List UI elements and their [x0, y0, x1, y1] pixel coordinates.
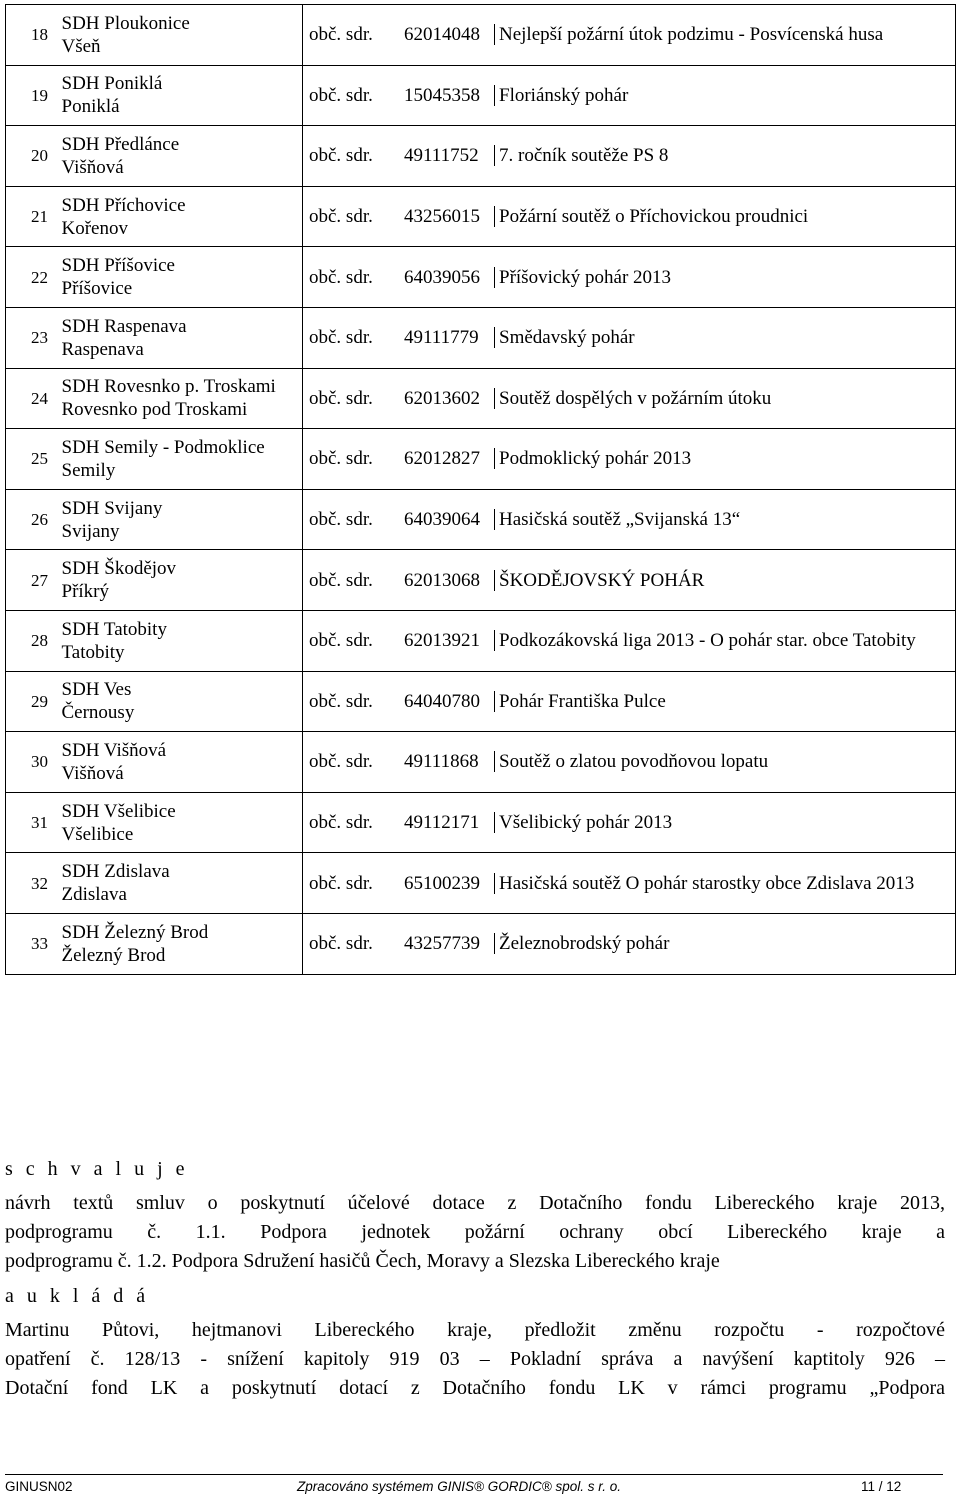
- row-details: [303, 853, 956, 914]
- orders-line-2: opatření č. 128/13 - snížení kapitoly 919 03 – Pokladní správa a navýšení kaptitoly 926 –: [5, 1348, 945, 1370]
- organization-name: SDH Příchovice: [61, 194, 186, 216]
- legal-form: obč. sdr.: [309, 690, 373, 712]
- organization-name: SDH Všelibice: [61, 800, 176, 822]
- event-name: Příšovický pohár 2013: [494, 267, 671, 288]
- company-id: 62013921: [404, 630, 480, 652]
- event-name: Smědavský pohár: [494, 327, 635, 348]
- organization-name: SDH Rovesnko p. Troskami: [61, 376, 276, 398]
- row-organization: [58, 853, 303, 914]
- company-id: 64040780: [404, 690, 480, 712]
- row-details: [303, 307, 956, 368]
- row-number: 29: [6, 671, 58, 732]
- event-name: Všelibický pohár 2013: [494, 812, 672, 833]
- event-name: Pohár Františka Pulce: [494, 691, 666, 712]
- table-row: [6, 671, 956, 732]
- row-number: 23: [6, 307, 58, 368]
- row-organization: [58, 126, 303, 187]
- organization-place: Železný Brod: [61, 944, 166, 966]
- legal-form: obč. sdr.: [309, 812, 373, 834]
- company-id: 62014048: [404, 24, 480, 46]
- row-details: [303, 792, 956, 853]
- legal-form: obč. sdr.: [309, 84, 373, 106]
- company-id: 43257739: [404, 933, 480, 955]
- legal-form: obč. sdr.: [309, 569, 373, 591]
- table-row: [6, 65, 956, 126]
- footer-rule: [5, 1474, 943, 1475]
- organization-place: Černousy: [61, 702, 135, 724]
- organization-place: Všeň: [61, 35, 101, 57]
- legal-form: obč. sdr.: [309, 206, 373, 228]
- legal-form: obč. sdr.: [309, 145, 373, 167]
- legal-form: obč. sdr.: [309, 509, 373, 531]
- organization-name: SDH Železný Brod: [61, 921, 209, 943]
- legal-form: obč. sdr.: [309, 630, 373, 652]
- row-number: 28: [6, 610, 58, 671]
- footer-code: GINUSN02: [5, 1479, 73, 1494]
- table-row: [6, 792, 956, 853]
- organization-name: SDH Ves: [61, 679, 132, 701]
- company-id: 62013068: [404, 569, 480, 591]
- footer-page-number: 11 / 12: [861, 1479, 902, 1494]
- table-row: [6, 489, 956, 550]
- organization-name: SDH Zdislava: [61, 861, 170, 883]
- legal-form: obč. sdr.: [309, 872, 373, 894]
- table-row: [6, 186, 956, 247]
- row-organization: [58, 792, 303, 853]
- row-details: [303, 65, 956, 126]
- row-details: [303, 368, 956, 429]
- row-organization: [58, 671, 303, 732]
- row-details: [303, 247, 956, 308]
- row-number: 20: [6, 126, 58, 187]
- organization-place: Svijany: [61, 520, 120, 542]
- legal-form: obč. sdr.: [309, 24, 373, 46]
- company-id: 62012827: [404, 448, 480, 470]
- row-number: 33: [6, 913, 58, 974]
- row-number: 30: [6, 732, 58, 793]
- orders-line-3: Dotační fond LK a poskytnutí dotací z Dotačního fondu LK v rámci programu „Podpora: [5, 1377, 945, 1399]
- table-row: [6, 913, 956, 974]
- event-name: Požární soutěž o Příchovickou proudnici: [494, 206, 808, 227]
- organization-place: Poniklá: [61, 96, 120, 118]
- table-row: [6, 247, 956, 308]
- row-details: [303, 126, 956, 187]
- organization-name: SDH Raspenava: [61, 315, 187, 337]
- legal-form: obč. sdr.: [309, 448, 373, 470]
- row-organization: [58, 732, 303, 793]
- company-id: 49111868: [404, 751, 479, 773]
- orders-line-1: Martinu Půtovi, hejtmanovi Libereckého kraje, předložit změnu rozpočtu - rozpočtové: [5, 1319, 945, 1341]
- organization-name: SDH Semily - Podmoklice: [61, 436, 265, 458]
- row-organization: [58, 489, 303, 550]
- grant-table: [5, 4, 956, 975]
- row-number: 32: [6, 853, 58, 914]
- company-id: 49111779: [404, 327, 479, 349]
- organization-place: Semily: [61, 459, 116, 481]
- organization-place: Příkrý: [61, 581, 109, 603]
- organization-place: Višňová: [61, 762, 124, 784]
- legal-form: obč. sdr.: [309, 933, 373, 955]
- row-details: [303, 610, 956, 671]
- row-organization: [58, 368, 303, 429]
- approves-heading: s c h v a l u j e: [5, 1158, 189, 1180]
- row-details: [303, 671, 956, 732]
- row-organization: [58, 5, 303, 66]
- organization-place: Raspenava: [61, 338, 144, 360]
- organization-place: Tatobity: [61, 641, 125, 663]
- event-name: Soutěž dospělých v požárním útoku: [494, 388, 771, 409]
- row-number: 19: [6, 65, 58, 126]
- row-number: 31: [6, 792, 58, 853]
- row-number: 27: [6, 550, 58, 611]
- row-details: [303, 550, 956, 611]
- organization-name: SDH Svijany: [61, 497, 163, 519]
- organization-place: Višňová: [61, 156, 124, 178]
- company-id: 49111752: [404, 145, 479, 167]
- organization-name: SDH Škodějov: [61, 558, 177, 580]
- event-name: Floriánský pohár: [494, 85, 628, 106]
- approves-line-3: podprogramu č. 1.2. Podpora Sdružení hasičů Čech, Moravy a Slezska Libereckého kraje: [5, 1250, 720, 1272]
- company-id: 64039064: [404, 509, 480, 531]
- event-name: Nejlepší požární útok podzimu - Posvícenská husa: [494, 24, 883, 45]
- event-name: 7. ročník soutěže PS 8: [494, 145, 668, 166]
- event-name: Hasičská soutěž „Svijanská 13“: [494, 509, 740, 530]
- event-name: Soutěž o zlatou povodňovou lopatu: [494, 751, 768, 772]
- row-details: [303, 913, 956, 974]
- organization-place: Kořenov: [61, 217, 128, 239]
- row-organization: [58, 186, 303, 247]
- company-id: 15045358: [404, 84, 480, 106]
- row-organization: [58, 610, 303, 671]
- table-row: [6, 732, 956, 793]
- table-row: [6, 429, 956, 490]
- table-row: [6, 368, 956, 429]
- table-row: [6, 307, 956, 368]
- row-number: 26: [6, 489, 58, 550]
- table-row: [6, 853, 956, 914]
- organization-place: Rovesnko pod Troskami: [61, 399, 248, 421]
- table-row: [6, 610, 956, 671]
- row-details: [303, 186, 956, 247]
- company-id: 64039056: [404, 266, 480, 288]
- organization-name: SDH Ploukonice: [61, 12, 190, 34]
- event-name: Podkozákovská liga 2013 - O pohár star. obce Tatobity: [494, 630, 916, 651]
- organization-name: SDH Višňová: [61, 739, 167, 761]
- legal-form: obč. sdr.: [309, 266, 373, 288]
- row-organization: [58, 247, 303, 308]
- table-row: [6, 5, 956, 66]
- row-organization: [58, 65, 303, 126]
- company-id: 43256015: [404, 206, 480, 228]
- organization-name: SDH Příšovice: [61, 255, 175, 277]
- approves-line-1: návrh textů smluv o poskytnutí účelové dotace z Dotačního fondu Libereckého kraje 2013,: [5, 1192, 945, 1214]
- row-number: 22: [6, 247, 58, 308]
- organization-place: Všelibice: [61, 823, 134, 845]
- company-id: 62013602: [404, 387, 480, 409]
- event-name: Hasičská soutěž O pohár starostky obce Zdislava 2013: [494, 873, 914, 894]
- legal-form: obč. sdr.: [309, 327, 373, 349]
- row-details: [303, 429, 956, 490]
- company-id: 49112171: [404, 812, 480, 834]
- row-details: [303, 732, 956, 793]
- event-name: ŠKODĚJOVSKÝ POHÁR: [494, 570, 704, 591]
- row-organization: [58, 307, 303, 368]
- row-details: [303, 5, 956, 66]
- organization-place: Příšovice: [61, 278, 133, 300]
- row-number: 21: [6, 186, 58, 247]
- table-row: [6, 550, 956, 611]
- legal-form: obč. sdr.: [309, 387, 373, 409]
- row-number: 18: [6, 5, 58, 66]
- orders-heading: a u k l á d á: [5, 1285, 150, 1307]
- approves-line-2: podprogramu č. 1.1. Podpora jednotek požární ochrany obcí Libereckého kraje a: [5, 1221, 945, 1243]
- event-name: Podmoklický pohár 2013: [494, 448, 691, 469]
- row-number: 25: [6, 429, 58, 490]
- event-name: Železnobrodský pohár: [494, 933, 669, 954]
- organization-place: Zdislava: [61, 884, 127, 906]
- organization-name: SDH Tatobity: [61, 618, 167, 640]
- organization-name: SDH Poniklá: [61, 73, 163, 95]
- legal-form: obč. sdr.: [309, 751, 373, 773]
- organization-name: SDH Předlánce: [61, 133, 180, 155]
- row-organization: [58, 913, 303, 974]
- row-organization: [58, 550, 303, 611]
- footer-system: Zpracováno systémem GINIS® GORDIC® spol. s r. o.: [297, 1479, 621, 1494]
- row-number: 24: [6, 368, 58, 429]
- row-details: [303, 489, 956, 550]
- row-organization: [58, 429, 303, 490]
- table-row: [6, 126, 956, 187]
- company-id: 65100239: [404, 872, 480, 894]
